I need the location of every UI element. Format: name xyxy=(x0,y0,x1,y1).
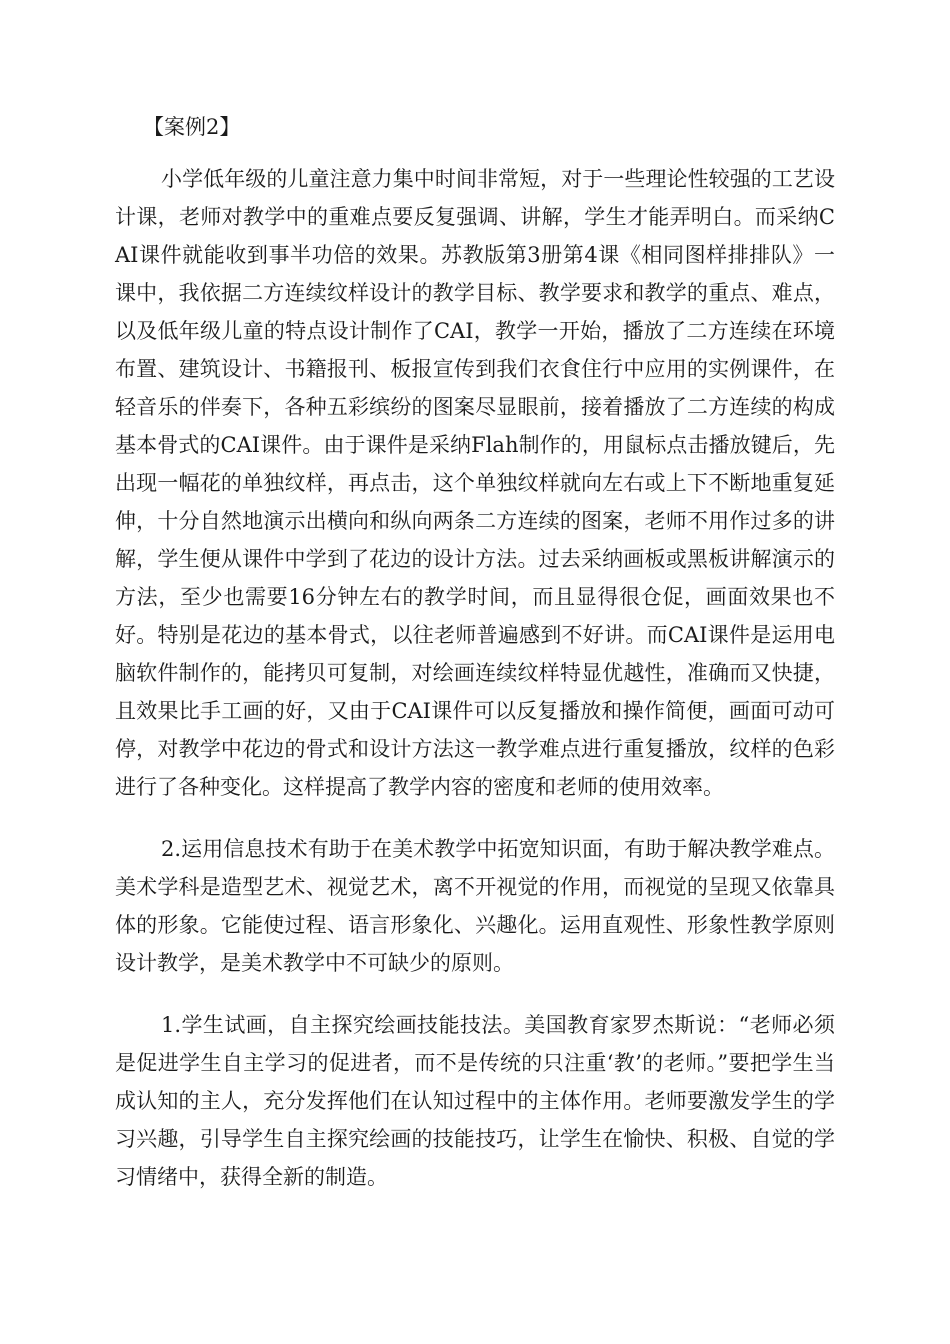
paragraph-point-1: 1.学生试画，自主探究绘画技能技法。美国教育家罗杰斯说：“老师必须是促进学生自主学习的促进者，而不是传统的只注重‘教’的老师。”要把学生当成认知的主人，充分发挥他们在认知过程中的主体作用。老师要激发学生的学习兴趣，引导学生自主探究绘画的技能技巧，让学生在愉快、积极、自觉的学习情绪中，获得全新的制造。 xyxy=(115,1013,835,1189)
paragraph-point-2: 2.运用信息技术有助于在美术教学中拓宽知识面，有助于解决教学难点。美术学科是造型艺术、视觉艺术，离不开视觉的作用，而视觉的呈现又依靠具体的形象。它能使过程、语言形象化、兴趣化。运用直观性、形象性教学原则设计教学，是美术教学中不可缺少的原则。 xyxy=(115,837,835,975)
document-body xyxy=(115,108,835,1196)
paragraph-case-description: 小学低年级的儿童注意力集中时间非常短，对于一些理论性较强的工艺设计课，老师对教学中的重难点要反复强调、讲解，学生才能弄明白。而采纳CAI课件就能收到事半功倍的效果。苏教版第3册第4课《相同图样排排队》一课中，我依据二方连续纹样设计的教学目标、教学要求和教学的重点、难点，以及低年级儿童的特点设计制作了CAI，教学一开始，播放了二方连续在环境布置、建筑设计、书籍报刊、板报宣传到我们衣食住行中应用的实例课件，在轻音乐的伴奏下，各种五彩缤纷的图案尽显眼前，接着播放了二方连续的构成基本骨式的CAI课件。由于课件是采纳Flah制作的，用鼠标点击播放键后，先出现一幅花的单独纹样，再点击，这个单独纹样就向左右或上下不断地重复延伸，十分自然地演示出横向和纵向两条二方连续的图案，老师不用作过多的讲解，学生便从课件中学到了花边的设计方法。过去采纳画板或黑板讲解演示的方法，至少也需要16分钟左右的教学时间，而且显得很仓促，画面效果也不好。特别是花边的基本骨式，以往老师普遍感到不好讲。而CAI课件是运用电脑软件制作的，能拷贝可复制，对绘画连续纹样特显优越性，准确而又快捷，且效果比手工画的好，又由于CAI课件可以反复播放和操作简便，画面可动可停，对教学中花边的骨式和设计方法这一教学难点进行重复播放，纹样的色彩进行了各种变化。这样提高了教学内容的密度和老师的使用效率。 xyxy=(115,167,835,799)
case-heading: 【案例2】 xyxy=(143,115,241,139)
